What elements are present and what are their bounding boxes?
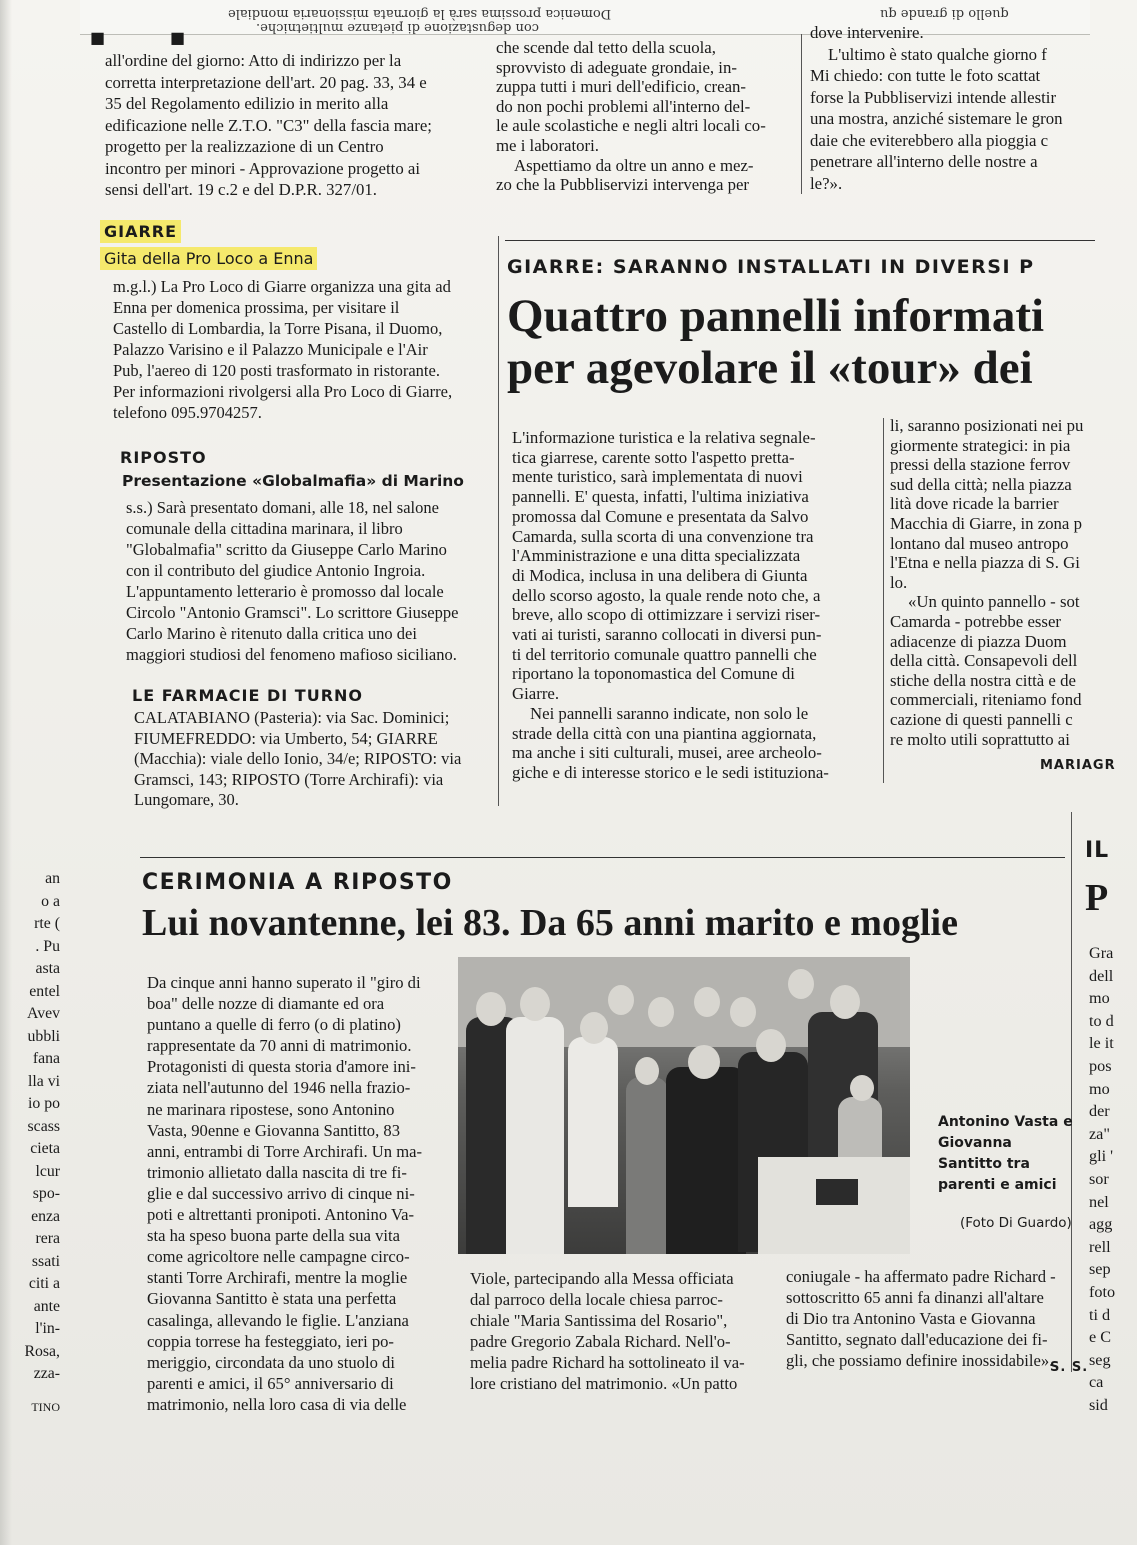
column-divider xyxy=(498,236,499,806)
column-divider xyxy=(883,418,884,783)
flipped-text: quello di grande qu xyxy=(880,6,1009,21)
photo-book xyxy=(816,1179,858,1205)
farmacie-list: CALATABIANO (Pasteria): via Sac. Dominici; FIUMEFREDDO: via Umberto, 54; GIARRE (Macchia): viale dello Ionio, 34/e; RIPOSTO: via Gramsci, 143; RIPOSTO (Torre Archirafi): via Lungomare, 30. xyxy=(134,708,462,809)
photo-table xyxy=(758,1157,910,1254)
article-top-rule xyxy=(140,857,1065,858)
flipped-text: con degustazione di pietanze multietniche. xyxy=(256,20,539,35)
bullet-mark: ■ xyxy=(90,28,106,47)
headline-pannelli: Quattro pannelli informati per agevolare il «tour» dei xyxy=(507,290,1045,394)
photo-face xyxy=(580,1012,608,1044)
column-divider xyxy=(801,34,802,194)
signature-cerimonia: S. S. xyxy=(1050,1360,1089,1375)
headline-right-fragment: P xyxy=(1085,877,1109,919)
top-left-continuation: all'ordine del giorno: Atto di indirizzo per la corretta interpretazione dell'art. 20 pag. 33, 34 e 35 del Regolamento edilizio in merito alla edificazione nelle Z.T.O. "C3" della fascia mare; progetto per la realizzazione di un Centro incontro per minori - Approvazione progetto ai sensi dell'art. 19 c.2 e del D.P.R. 327/01. xyxy=(105,51,432,199)
kicker-right-fragment: IL xyxy=(1085,838,1110,863)
brief-title-giarre: Gita della Pro Loco a Enna xyxy=(100,249,317,268)
headline-cerimonia: Lui novantenne, lei 83. Da 65 anni marito e moglie xyxy=(142,902,958,944)
photo-person xyxy=(568,1037,618,1207)
photo-face xyxy=(756,1029,786,1062)
pannelli-col2: li, saranno posizionati nei pu giormente strategici: in pia pressi della stazione ferrov sud della città; nella piazza lità dove ricade la barrier Macchia di Giarre, in zona p lontano dal museo antropo l'Etna e nella piazza di S. Gi lo. «Un quinto pannello - sot Camarda - potrebbe esser adiacenze di piazza Duom della città. Consapevoli dell stiche della nostra città e de commerciali, riteniamo fond cazione di questi pannelli c re molto utili soprattutto ai xyxy=(890,416,1084,749)
brief-body-giarre: m.g.l.) La Pro Loco di Giarre organizza una gita ad Enna per domenica prossima, per visitare il Castello di Lombardia, la Torre Pisana, il Duomo, Palazzo Varisino e il Palazzo Municipale e l'Air Pub, l'aereo di 120 posti trasformato in ristorante. Per informazioni rivolgersi alla Pro Loco di Giarre, telefono 095.9704257. xyxy=(113,277,453,422)
photo-face xyxy=(694,987,720,1017)
photo-person xyxy=(626,1077,668,1254)
photo-face xyxy=(608,985,634,1015)
photo-face xyxy=(635,1057,659,1085)
kicker-giarre: GIARRE xyxy=(100,222,181,241)
kicker-cerimonia: CERIMONIA A RIPOSTO xyxy=(142,870,453,895)
photo-face xyxy=(688,1045,720,1079)
photo-face xyxy=(730,997,756,1027)
cerimonia-col2: Viole, partecipando alla Messa officiata dal parroco della locale chiesa parroc- chiale "Maria Santissima del Rosario", padre Gregorio Zabala Richard. Nell'o- melia padre Richard ha sottolineato il va- lore cristiano del matrimonio. «Un patto xyxy=(470,1269,745,1393)
signature-pannelli: MARIAGR xyxy=(1040,758,1116,773)
left-fragment-text: an o a rte ( . Pu asta entel Avev ubbli fana lla vi io po scass cieta lcur spo- enza rera ssati citi a ante l'in- Rosa, zza- TINO xyxy=(24,870,60,1414)
photo-face xyxy=(476,992,506,1026)
photo-person xyxy=(666,1067,746,1254)
top-middle-continuation: che scende dal tetto della scuola, sprovvisto di adeguate grondaie, in- zuppa tutti i muri dell'edificio, crean- do non pochi problemi all'interno del- le aule scolastiche e negli altri locali co- me i laboratori. Aspettiamo da oltre un anno e mez- zo che la Pubbliservizi intervenga per xyxy=(496,38,766,195)
brief-body-riposto: s.s.) Sarà presentato domani, alle 18, nel salone comunale della cittadina marinara, il libro "Globalmafia" scritto da Giuseppe Carlo Marino con il contributo del giudice Antonio Ingroia. L'appuntamento letterario è promosso dal locale Circolo "Antonio Gramsci". Lo scrittore Giuseppe Carlo Marino è ritenuto dalla critica uno dei maggiori studiosi del fenomeno mafioso siciliano. xyxy=(126,498,459,664)
photo-person xyxy=(506,1017,564,1254)
flipped-text: Domenica prossima sarà la giornata missionaria mondiale xyxy=(228,6,612,21)
photo-face xyxy=(648,997,674,1027)
kicker-pannelli: GIARRE: SARANNO INSTALLATI IN DIVERSI P xyxy=(507,256,1035,278)
top-right-continuation: dove intervenire. L'ultimo è stato qualche giorno f Mi chiedo: con tutte le foto scattat forse la Pubbliservizi intende allestir una mostra, anziché sistemare le gron daie che eviterebbero alla pioggia c penetrare all'interno delle nostre a le?». xyxy=(810,23,1063,193)
photo-face xyxy=(830,985,860,1019)
photo-face xyxy=(520,987,550,1021)
photo-face xyxy=(788,969,814,999)
photo-caption: Antonino Vasta e Giovanna Santitto tra parenti e amici xyxy=(938,1114,1073,1193)
pannelli-col1: L'informazione turistica e la relativa segnale- tica giarrese, carente sotto l'aspetto pretta- mente turistico, sarà implementata di nuovi pannelli. E' questa, infatti, l'ultima iniziativa promossa dal Comune e presentata da Salvo Camarda, sulla scorta di una convenzione tra l'Amministrazione e una ditta specializzata di Modica, inclusa in una delibera di Giunta dello scorso agosto, la quale rende noto che, a breve, allo scopo di ottimizzare i servizi riser- vati ai turisti, saranno collocati in diversi pun- ti del territorio comunale quattro pannelli che riportano la toponomastica del Comune di Giarre. Nei pannelli saranno indicate, non solo le strade della città con una piantina aggiornata, ma anche i siti culturali, musei, aree archeolo- giche e di interesse storico e le sedi istituziona- xyxy=(512,428,829,782)
brief-title-riposto: Presentazione «Globalmafia» di Marino xyxy=(122,472,464,490)
kicker-farmacie: LE FARMACIE DI TURNO xyxy=(132,686,364,705)
wedding-anniversary-photo xyxy=(458,957,910,1254)
kicker-riposto: RIPOSTO xyxy=(120,448,207,467)
right-fragment-text: Gra dell mo to d le it pos mo der za" gli ' sor nel agg rell sep foto ti d e C seg ca sid xyxy=(1089,944,1116,1414)
photo-credit: (Foto Di Guardo) xyxy=(960,1215,1072,1231)
cerimonia-col1: Da cinque anni hanno superato il "giro di boa" delle nozze di diamante ed ora puntano a quelle di ferro (o di platino) rappresentate da 70 anni di matrimonio. Protagonisti di questa storia d'amore ini- ziata nell'autunno del 1946 nella frazio- ne marinara ripostese, sono Antonino Vasta, 90enne e Giovanna Santitto, 83 anni, entrambi di Torre Archirafi. Un ma- trimonio allietato dalla nascita di tre fi- glie e dal successivo arrivo di cinque ni- poti e altrettanti pronipoti. Antonino Va- sta ha speso buona parte della sua vita come agricoltore nelle campagne circo- stanti Torre Archirafi, mentre la moglie Giovanna Santitto è stata una perfetta casalinga, allevando le figlie. L'anziana coppia torrese ha festeggiato, ieri po- meriggio, circondata da uno stuolo di parenti e amici, il 65° anniversario di matrimonio, nella loro casa di via delle xyxy=(147,973,423,1414)
bullet-mark: ■ xyxy=(170,28,186,47)
article-top-rule xyxy=(505,240,1095,241)
cerimonia-col3: coniugale - ha affermato padre Richard - sottoscritto 65 anni fa dinanzi all'altare di Dio tra Antonino Vasta e Giovanna Santitto, segnato dall'educazione dei fi- gli, che possiamo definire inossidabile». xyxy=(786,1267,1056,1370)
photo-face xyxy=(850,1075,874,1101)
left-fold-shadow xyxy=(0,0,12,1545)
